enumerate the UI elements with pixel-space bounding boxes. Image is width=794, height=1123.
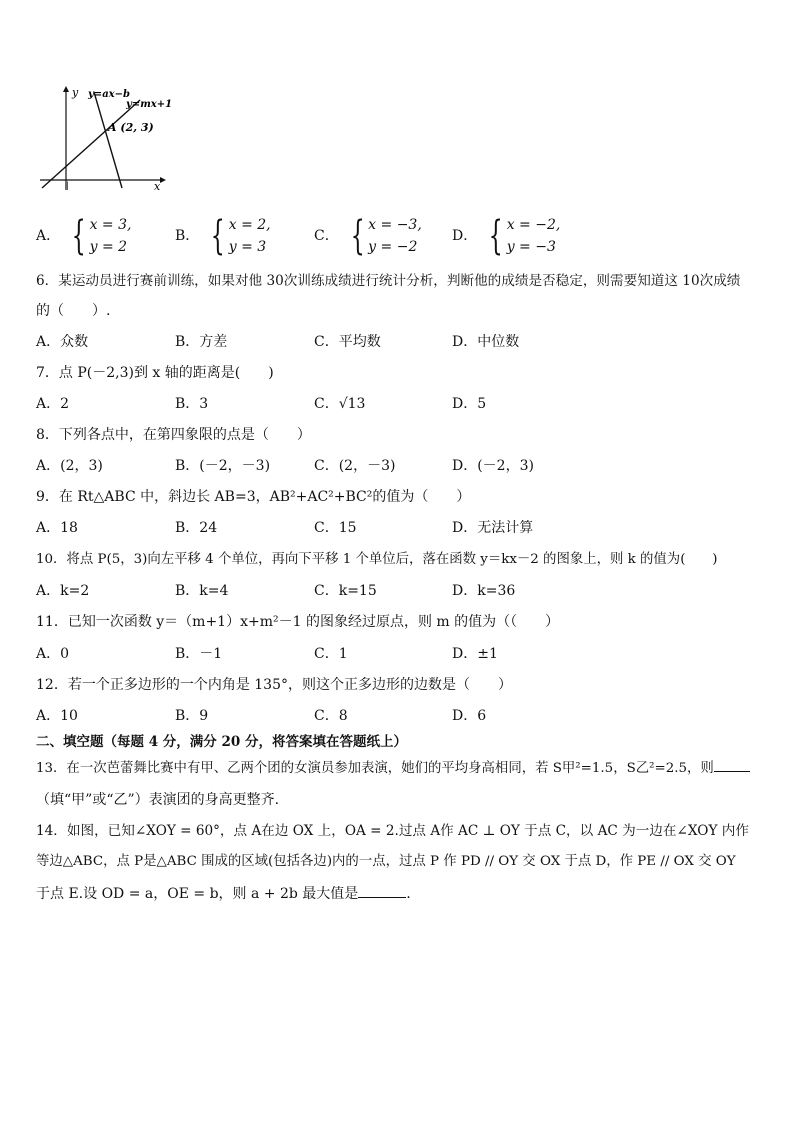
q5-b-eq2: y = 3 bbox=[228, 239, 267, 255]
q10-option-a[interactable]: A．k=2 bbox=[36, 583, 90, 599]
q7-option-c[interactable]: C．√13 bbox=[314, 396, 366, 412]
point-a-label: A (2, 3) bbox=[108, 121, 154, 134]
q14-line3-text: 于点 E.设 OD = a，OE = b，则 a + 2b 最大值是 bbox=[36, 886, 359, 902]
q6-option-c[interactable]: C．平均数 bbox=[314, 334, 381, 350]
q5-option-d[interactable] bbox=[452, 214, 560, 258]
q8-option-d[interactable]: D．(－2，3) bbox=[452, 458, 534, 474]
q11-option-d[interactable]: D．±1 bbox=[452, 646, 498, 662]
q11-option-b[interactable]: B．－1 bbox=[175, 646, 223, 662]
q11-option-a[interactable]: A．0 bbox=[36, 646, 70, 662]
q12-option-c[interactable]: C．8 bbox=[314, 708, 348, 724]
q5-option-a[interactable] bbox=[36, 214, 131, 258]
q8-option-b[interactable]: B．(－2，－3) bbox=[175, 458, 271, 474]
q14-line3 bbox=[36, 885, 411, 903]
x-axis-arrow bbox=[160, 177, 166, 183]
brace-icon: { bbox=[71, 213, 86, 259]
x-axis-label: x bbox=[154, 180, 161, 193]
q12-option-b[interactable]: B．9 bbox=[175, 708, 209, 724]
q13-line2: （填“甲”或“乙”）表演团的身高更整齐. bbox=[36, 792, 280, 808]
q14-line1: 14．如图，已知∠XOY = 60°，点 A在边 OX 上，OA = 2.过点 A作 AC ⊥ OY 于点 C，以 AC 为一边在∠XOY 内作 bbox=[36, 823, 749, 839]
q5-c-eq2: y = −2 bbox=[368, 239, 418, 255]
q5-option-b-letter: B． bbox=[175, 228, 200, 244]
q13-line1-text: 13．在一次芭蕾舞比赛中有甲、乙两个团的女演员参加表演，她们的平均身高相同，若 S甲²=1.5，S乙²=2.5，则 bbox=[36, 761, 714, 776]
q7-option-d[interactable]: D．5 bbox=[452, 396, 487, 412]
q5-d-eq1: x = −2, bbox=[506, 217, 561, 233]
q10-stem: 10．将点 P(5，3)向左平移 4 个单位，再向下平移 1 个单位后，落在函数 y＝kx－2 的图象上，则 k 的值为( ) bbox=[36, 552, 718, 567]
q6-option-d[interactable]: D．中位数 bbox=[452, 334, 520, 350]
q9-option-b[interactable]: B．24 bbox=[175, 520, 218, 536]
y-axis-arrow bbox=[63, 86, 69, 92]
q9-stem: 9．在 Rt△ABC 中，斜边长 AB=3，AB²+AC²+BC²的值为（ ） bbox=[36, 489, 471, 505]
q12-stem: 12．若一个正多边形的一个内角是 135°，则这个正多边形的边数是（ ） bbox=[36, 677, 512, 693]
q5-b-eq1: x = 2, bbox=[228, 217, 271, 233]
linear-functions-graph bbox=[36, 84, 176, 194]
line2-label: y=mx+1 bbox=[126, 99, 173, 110]
q11-stem: 11．已知一次函数 y＝（m+1）x+m²－1 的图象经过原点，则 m 的值为（（ ） bbox=[36, 614, 560, 630]
q12-option-a[interactable]: A．10 bbox=[36, 708, 78, 724]
q5-a-eq1: x = 3, bbox=[89, 217, 132, 233]
section-heading-fill-in: 二、填空题（每题 4 分，满分 20 分，将答案填在答题纸上） bbox=[36, 734, 407, 750]
q10-option-c[interactable]: C．k=15 bbox=[314, 583, 377, 599]
line1-label: y=ax−b bbox=[88, 89, 131, 100]
brace-icon: { bbox=[350, 213, 365, 259]
y-axis-label: y bbox=[72, 86, 79, 99]
q6-option-a[interactable]: A．众数 bbox=[36, 334, 89, 350]
q5-option-c[interactable] bbox=[314, 214, 422, 258]
q10-option-d[interactable]: D．k=36 bbox=[452, 583, 516, 599]
q5-option-b[interactable] bbox=[175, 214, 271, 258]
q9-option-d[interactable]: D．无法计算 bbox=[452, 520, 534, 536]
q8-option-a[interactable]: A．(2，3) bbox=[36, 458, 103, 474]
q7-option-a[interactable]: A．2 bbox=[36, 396, 70, 412]
q14-end-period: . bbox=[406, 886, 411, 902]
line-y-mx-1 bbox=[42, 100, 140, 188]
brace-icon: { bbox=[488, 213, 503, 259]
q12-option-d[interactable]: D．6 bbox=[452, 708, 487, 724]
q6-stem-line2: 的（ ）. bbox=[36, 303, 111, 319]
q11-option-c[interactable]: C．1 bbox=[314, 646, 348, 662]
q14-line2: 等边△ABC，点 P是△ABC 围成的区域(包括各边)内的一点，过点 P 作 PD // OY 交 OX 于点 D，作 PE // OX 交 OY bbox=[36, 854, 736, 869]
q6-stem-line1: 6．某运动员进行赛前训练，如果对他 30次训练成绩进行统计分析，判断他的成绩是否稳定，则需要知道这 10次成绩 bbox=[36, 273, 741, 289]
q7-stem: 7．点 P(－2,3)到 x 轴的距离是( ) bbox=[36, 365, 274, 381]
q8-option-c[interactable]: C．(2，－3) bbox=[314, 458, 396, 474]
q5-option-d-letter: D． bbox=[452, 228, 478, 244]
q5-d-eq2: y = −3 bbox=[506, 239, 556, 255]
q13-answer-blank[interactable] bbox=[714, 771, 750, 772]
q9-option-a[interactable]: A．18 bbox=[36, 520, 78, 536]
q14-answer-blank[interactable] bbox=[358, 897, 406, 898]
origin-tick: | bbox=[66, 181, 69, 190]
q5-c-eq1: x = −3, bbox=[368, 217, 422, 233]
q8-stem: 8．下列各点中，在第四象限的点是（ ） bbox=[36, 427, 311, 443]
q5-option-a-letter: A． bbox=[36, 228, 61, 244]
q5-a-eq2: y = 2 bbox=[89, 239, 128, 255]
q13-line1 bbox=[36, 760, 750, 778]
q6-option-b[interactable]: B．方差 bbox=[175, 334, 228, 350]
q7-option-b[interactable]: B．3 bbox=[175, 396, 209, 412]
q9-option-c[interactable]: C．15 bbox=[314, 520, 357, 536]
q10-option-b[interactable]: B．k=4 bbox=[175, 583, 229, 599]
q5-option-c-letter: C． bbox=[314, 228, 339, 244]
brace-icon: { bbox=[211, 213, 226, 259]
line-y-ax-b bbox=[94, 92, 122, 188]
